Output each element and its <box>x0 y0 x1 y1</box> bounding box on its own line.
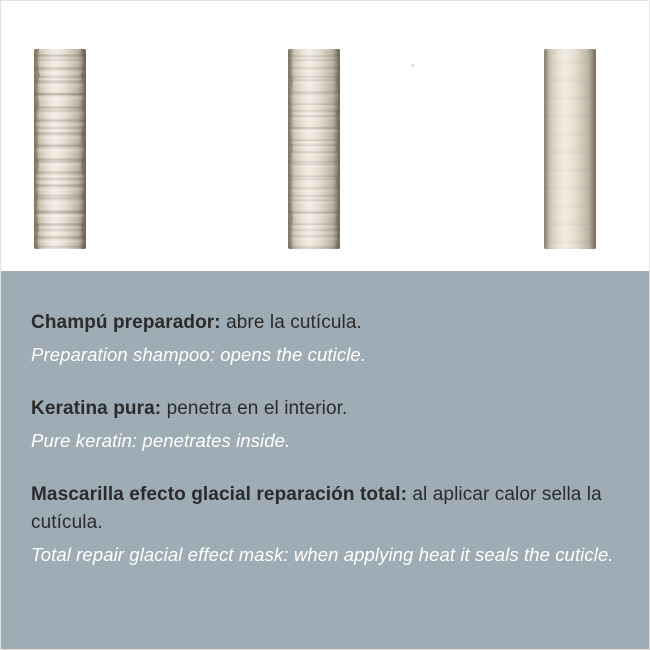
step-block-keratin <box>31 395 619 455</box>
step-term-es: Mascarilla efecto glacial reparación total: <box>31 484 407 505</box>
hair-shaft-keratin-penetration <box>288 49 340 249</box>
hair-shaft-image-strip <box>1 1 649 271</box>
hair-shaft-sealed-cuticle <box>544 49 596 249</box>
cuticle-frayed-edge <box>34 49 86 249</box>
description-panel <box>1 271 649 650</box>
step-detail-es: abre la cutícula. <box>220 312 362 333</box>
step-text-es <box>31 481 619 537</box>
step-text-es <box>31 395 619 423</box>
step-text-en: Pure keratin: penetrates inside. <box>31 430 291 451</box>
step-term-es: Keratina pura: <box>31 398 162 419</box>
image-speck <box>411 64 414 67</box>
step-block-shampoo <box>31 309 619 369</box>
step-term-es: Champú preparador: <box>31 312 221 333</box>
hair-shaft-damaged-open-cuticle <box>34 49 86 249</box>
step-text-en: Total repair glacial effect mask: when applying heat it seals the cuticle. <box>31 544 614 565</box>
step-detail-es: penetra en el interior. <box>161 398 348 419</box>
cuticle-smooth-edge <box>544 49 596 249</box>
step-block-mask <box>31 481 619 569</box>
step-text-es <box>31 309 619 337</box>
step-text-en: Preparation shampoo: opens the cuticle. <box>31 344 367 365</box>
cuticle-frayed-edge <box>288 49 340 249</box>
step-detail-es: al aplicar calor sella la cutícula. <box>31 484 602 533</box>
